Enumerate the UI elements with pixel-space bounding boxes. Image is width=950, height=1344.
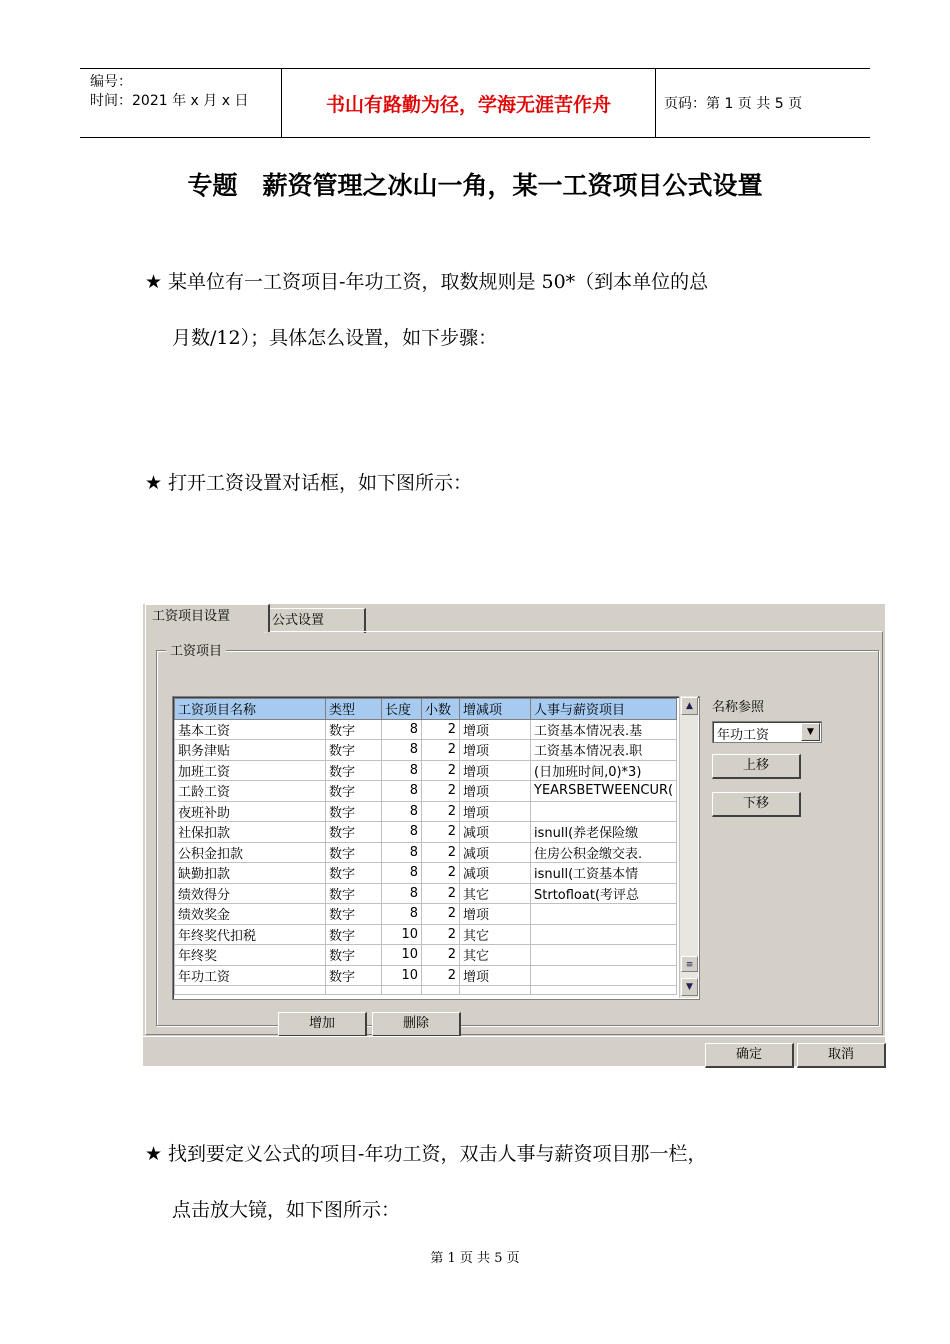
table-row[interactable] bbox=[175, 883, 677, 904]
table-cell[interactable]: 社保扣款 bbox=[175, 822, 326, 843]
table-cell[interactable]: 数字 bbox=[326, 781, 382, 802]
table-cell[interactable]: 8 bbox=[382, 719, 422, 740]
table-cell[interactable]: 2 bbox=[422, 924, 460, 945]
salary-settings-dialog bbox=[143, 604, 885, 1066]
table-cell[interactable]: 其它 bbox=[460, 883, 531, 904]
table-cell[interactable]: 10 bbox=[382, 924, 422, 945]
table-cell[interactable]: 夜班补助 bbox=[175, 801, 326, 822]
move-down-button[interactable]: 下移 bbox=[712, 792, 801, 817]
cancel-button[interactable]: 取消 bbox=[797, 1043, 886, 1068]
table-cell[interactable]: 其它 bbox=[460, 924, 531, 945]
tab-formula-settings[interactable]: 公式设置 bbox=[265, 608, 366, 633]
scroll-down-icon[interactable]: ▼ bbox=[681, 978, 698, 996]
table-row[interactable] bbox=[175, 842, 677, 863]
table-cell[interactable]: 2 bbox=[422, 822, 460, 843]
table-cell[interactable]: 加班工资 bbox=[175, 760, 326, 781]
paragraph-2 bbox=[145, 455, 825, 511]
dialog-bottom-bar bbox=[143, 1036, 885, 1067]
table-cell[interactable]: 数字 bbox=[326, 945, 382, 966]
tab-panel bbox=[145, 631, 883, 1035]
p1-line2: 月数/12）；具体怎么设置，如下步骤： bbox=[172, 327, 498, 349]
p3-line2: 点击放大镜，如下图所示： bbox=[172, 1199, 401, 1221]
table-row[interactable] bbox=[175, 965, 677, 986]
table-cell[interactable]: 8 bbox=[382, 842, 422, 863]
table-cell[interactable]: 2 bbox=[422, 863, 460, 884]
table-cell[interactable] bbox=[531, 801, 677, 822]
header-page-info: 页码：第 1 页 共 5 页 bbox=[664, 96, 803, 112]
table-cell[interactable]: 增项 bbox=[460, 781, 531, 802]
table-cell[interactable]: (日加班时间,0)*3) bbox=[531, 760, 677, 781]
ok-button[interactable]: 确定 bbox=[705, 1043, 794, 1068]
table-cell[interactable]: 减项 bbox=[460, 842, 531, 863]
table-cell[interactable]: 8 bbox=[382, 822, 422, 843]
col-name[interactable]: 工资项目名称 bbox=[175, 699, 326, 720]
table-cell[interactable]: 10 bbox=[382, 965, 422, 986]
table-cell[interactable]: 数字 bbox=[326, 904, 382, 925]
header-motto: 书山有路勤为径，学海无涯苦作舟 bbox=[281, 69, 656, 137]
table-cell[interactable]: 8 bbox=[382, 801, 422, 822]
table-cell[interactable]: 年终奖 bbox=[175, 945, 326, 966]
table-cell[interactable]: 增项 bbox=[460, 801, 531, 822]
star-bullet-icon: ★ bbox=[145, 1143, 163, 1165]
p2-text: 打开工资设置对话框，如下图所示： bbox=[168, 472, 473, 494]
table-cell[interactable]: 工资基本情况表.职 bbox=[531, 740, 677, 761]
scroll-up-icon[interactable]: ▲ bbox=[681, 697, 698, 715]
vertical-scrollbar[interactable] bbox=[679, 696, 698, 998]
page-footer: 第 1 页 共 5 页 bbox=[430, 1251, 520, 1266]
table-cell[interactable] bbox=[531, 904, 677, 925]
table-cell[interactable]: 8 bbox=[382, 781, 422, 802]
p1-line1: 某单位有一工资项目-年功工资，取数规则是 50*（到本单位的总 bbox=[168, 271, 709, 293]
table-cell[interactable]: 绩效得分 bbox=[175, 883, 326, 904]
table-cell[interactable]: 8 bbox=[382, 740, 422, 761]
number-label: 编号： bbox=[90, 74, 132, 90]
table-cell[interactable]: 2 bbox=[422, 965, 460, 986]
table-cell[interactable]: 2 bbox=[422, 781, 460, 802]
table-cell[interactable]: 数字 bbox=[326, 719, 382, 740]
table-cell[interactable]: 2 bbox=[422, 883, 460, 904]
table-row[interactable] bbox=[175, 801, 677, 822]
table-cell[interactable] bbox=[531, 965, 677, 986]
table-cell[interactable]: 工龄工资 bbox=[175, 781, 326, 802]
table-cell[interactable]: 8 bbox=[382, 760, 422, 781]
col-length[interactable]: 长度 bbox=[382, 699, 422, 720]
delete-button[interactable]: 删除 bbox=[372, 1012, 461, 1037]
table-cell[interactable]: 年功工资 bbox=[175, 965, 326, 986]
paragraph-1 bbox=[145, 254, 825, 366]
table-cell[interactable]: 增项 bbox=[460, 904, 531, 925]
table-cell[interactable]: 8 bbox=[382, 863, 422, 884]
table-cell[interactable]: 住房公积金缴交表. bbox=[531, 842, 677, 863]
table-cell[interactable]: 减项 bbox=[460, 822, 531, 843]
table-cell[interactable]: 数字 bbox=[326, 760, 382, 781]
tab-salary-items[interactable]: 工资项目设置 bbox=[145, 604, 270, 632]
name-ref-value: 年功工资 bbox=[717, 728, 770, 743]
table-cell[interactable]: 缺勤扣款 bbox=[175, 863, 326, 884]
table-cell[interactable]: 职务津贴 bbox=[175, 740, 326, 761]
table-cell[interactable]: isnull(养老保险缴 bbox=[531, 822, 677, 843]
table-cell[interactable]: 增项 bbox=[460, 965, 531, 986]
table-cell[interactable]: 2 bbox=[422, 801, 460, 822]
paragraph-3 bbox=[145, 1126, 825, 1238]
table-cell[interactable]: 数字 bbox=[326, 842, 382, 863]
document-title: 专题 薪资管理之冰山一角，某一工资项目公式设置 bbox=[187, 171, 763, 200]
table-cell[interactable]: 数字 bbox=[326, 863, 382, 884]
table-cell[interactable] bbox=[531, 924, 677, 945]
page-header bbox=[80, 68, 870, 138]
salary-items-table bbox=[174, 698, 677, 995]
table-row[interactable] bbox=[175, 904, 677, 925]
table-row[interactable] bbox=[175, 740, 677, 761]
name-ref-select[interactable] bbox=[712, 721, 822, 743]
table-row[interactable] bbox=[175, 719, 677, 740]
p3-line1: 找到要定义公式的项目-年功工资，双击人事与薪资项目那一栏， bbox=[168, 1143, 707, 1165]
move-up-button[interactable]: 上移 bbox=[712, 754, 801, 779]
table-cell[interactable]: 数字 bbox=[326, 924, 382, 945]
table-cell[interactable]: 2 bbox=[422, 740, 460, 761]
table-cell[interactable]: 数字 bbox=[326, 822, 382, 843]
table-row[interactable] bbox=[175, 781, 677, 802]
table-cell[interactable] bbox=[531, 945, 677, 966]
table-cell[interactable]: 2 bbox=[422, 842, 460, 863]
table-cell[interactable]: 增项 bbox=[460, 760, 531, 781]
table-cell[interactable]: 增项 bbox=[460, 740, 531, 761]
table-row-empty bbox=[175, 986, 677, 995]
table-row[interactable] bbox=[175, 863, 677, 884]
chevron-down-icon[interactable]: ▼ bbox=[801, 723, 820, 741]
date-label: 时间：2021 年 x 月 x 日 bbox=[90, 93, 249, 109]
col-inc-dec[interactable]: 增减项 bbox=[460, 699, 531, 720]
table-row[interactable] bbox=[175, 945, 677, 966]
name-ref-label: 名称参照 bbox=[712, 700, 765, 715]
table-cell[interactable]: 绩效奖金 bbox=[175, 904, 326, 925]
table-cell[interactable]: YEARSBETWEENCUR( bbox=[531, 781, 677, 802]
table-cell[interactable]: 2 bbox=[422, 945, 460, 966]
star-bullet-icon: ★ bbox=[145, 472, 163, 494]
table-row[interactable] bbox=[175, 760, 677, 781]
table-row[interactable] bbox=[175, 924, 677, 945]
col-hr-salary-item[interactable]: 人事与薪资项目 bbox=[531, 699, 677, 720]
table-cell[interactable]: 数字 bbox=[326, 801, 382, 822]
table-cell[interactable]: 数字 bbox=[326, 740, 382, 761]
table-cell[interactable]: 工资基本情况表.基 bbox=[531, 719, 677, 740]
table-cell[interactable]: 减项 bbox=[460, 863, 531, 884]
table-cell[interactable]: 数字 bbox=[326, 965, 382, 986]
table-cell[interactable]: isnull(工资基本情 bbox=[531, 863, 677, 884]
table-cell[interactable]: 2 bbox=[422, 904, 460, 925]
star-bullet-icon: ★ bbox=[145, 271, 163, 293]
table-cell[interactable]: 数字 bbox=[326, 883, 382, 904]
salary-items-grid[interactable] bbox=[172, 696, 700, 1000]
table-cell[interactable]: 8 bbox=[382, 883, 422, 904]
table-row[interactable] bbox=[175, 822, 677, 843]
header-meta bbox=[90, 73, 280, 111]
table-cell[interactable]: 其它 bbox=[460, 945, 531, 966]
table-cell[interactable]: 2 bbox=[422, 719, 460, 740]
table-header-row bbox=[175, 699, 677, 720]
table-cell[interactable]: 8 bbox=[382, 904, 422, 925]
col-type[interactable]: 类型 bbox=[326, 699, 382, 720]
group-label: 工资项目 bbox=[166, 640, 226, 659]
table-cell[interactable]: Strtofloat(考评总 bbox=[531, 883, 677, 904]
table-cell[interactable]: 年终奖代扣税 bbox=[175, 924, 326, 945]
table-cell[interactable]: 增项 bbox=[460, 719, 531, 740]
add-button[interactable]: 增加 bbox=[278, 1012, 367, 1037]
table-cell[interactable]: 10 bbox=[382, 945, 422, 966]
table-cell[interactable]: 2 bbox=[422, 760, 460, 781]
table-cell[interactable]: 公积金扣款 bbox=[175, 842, 326, 863]
scroll-thumb[interactable]: ≡ bbox=[681, 956, 698, 972]
table-cell[interactable]: 基本工资 bbox=[175, 719, 326, 740]
col-decimal[interactable]: 小数 bbox=[422, 699, 460, 720]
